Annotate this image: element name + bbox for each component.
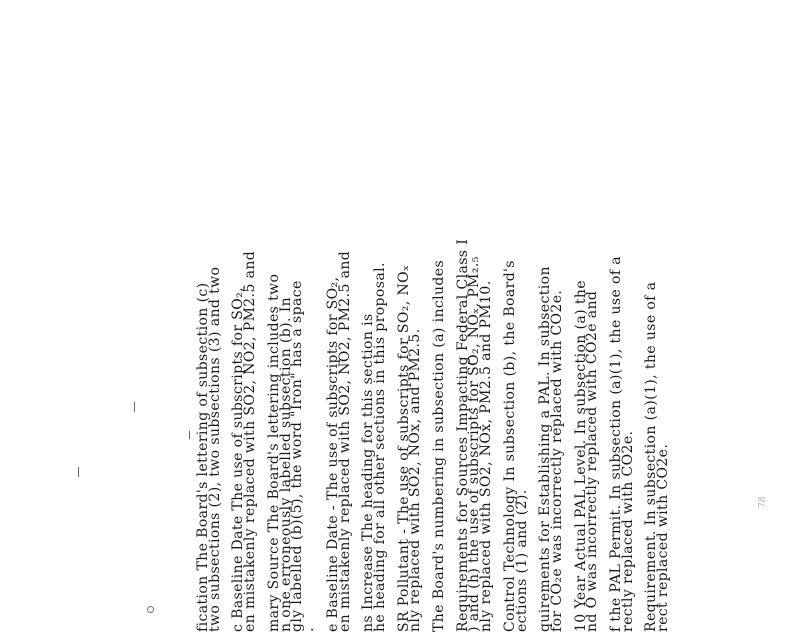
document-line: fication The Board's lettering of subsection (c) bbox=[195, 282, 211, 632]
document-line: nd O was incorrectly replaced with CO2e and bbox=[584, 290, 601, 632]
document-line: nly replaced with SO2, NOx, and PM2.5. bbox=[407, 328, 424, 632]
document-line: en mistakenly replaced with SO2, NO2, PM2.5 and bbox=[336, 250, 353, 632]
scan-speck bbox=[134, 402, 135, 412]
document-line: f the PAL Permit. In subsection (a)(1), the use of a bbox=[608, 255, 624, 632]
document-line: rect replaced with CO2e. bbox=[655, 443, 672, 632]
rotated-text-block bbox=[186, 0, 706, 632]
document-line: two subsections (2), two subsections (3) and two bbox=[206, 266, 223, 632]
document-line: ections (1) and (2). bbox=[513, 489, 530, 632]
document-line: Requirements for Sources Impacting Federal Class I bbox=[454, 238, 471, 632]
document-line: mary Source The Board's lettering includes two bbox=[265, 273, 282, 632]
document-line: for CO₂e was incorrectly replaced with CO2e. bbox=[549, 289, 565, 632]
document-line: he heading for all other sections in this proposal. bbox=[372, 262, 388, 632]
document-line: . bbox=[301, 627, 318, 632]
document-line: Control Technology In subsection (b), the Board's bbox=[501, 260, 518, 632]
document-line: gly labelled (b)(5), the word "Iron" has a space bbox=[289, 280, 306, 632]
document-line: 10 Year Actual PAL Level. In subsection (a) the bbox=[572, 280, 589, 632]
document-line: nly replaced with SO2, NOx, PM2.5 and PM10. bbox=[478, 280, 495, 632]
document-line: Requirement. In subsection (a)(1), the use of a bbox=[643, 281, 660, 632]
document-line: The Board's numbering in subsection (a) includes bbox=[431, 259, 447, 632]
document-line: n one erroneously labelled subsection (b). In bbox=[277, 296, 294, 632]
document-line: c Baseline Date The use of subscripts for SO₂, bbox=[230, 287, 247, 632]
document-line: ) and (h) the use of subscripts for SO₂, NOₓ, PM₂.₅ bbox=[466, 256, 483, 632]
scan-speck bbox=[78, 467, 79, 477]
document-line: rectly replaced with CO2e. bbox=[619, 430, 636, 632]
document-line: quirements for Establishing a PAL. In subsection bbox=[537, 266, 554, 632]
scan-speck bbox=[147, 606, 154, 613]
document-line: ns Increase The heading for this section is bbox=[360, 313, 377, 632]
page-number: 78 bbox=[758, 496, 768, 508]
document-line: en mistakenly replaced with SO2, NO2, PM2.5 and bbox=[242, 250, 259, 632]
document-line: SR Pollutant - The use of subscripts for SO₂, NOₓ bbox=[395, 264, 412, 632]
document-line: e Baseline Date - The use of subscripts for SO₂, bbox=[324, 276, 341, 632]
